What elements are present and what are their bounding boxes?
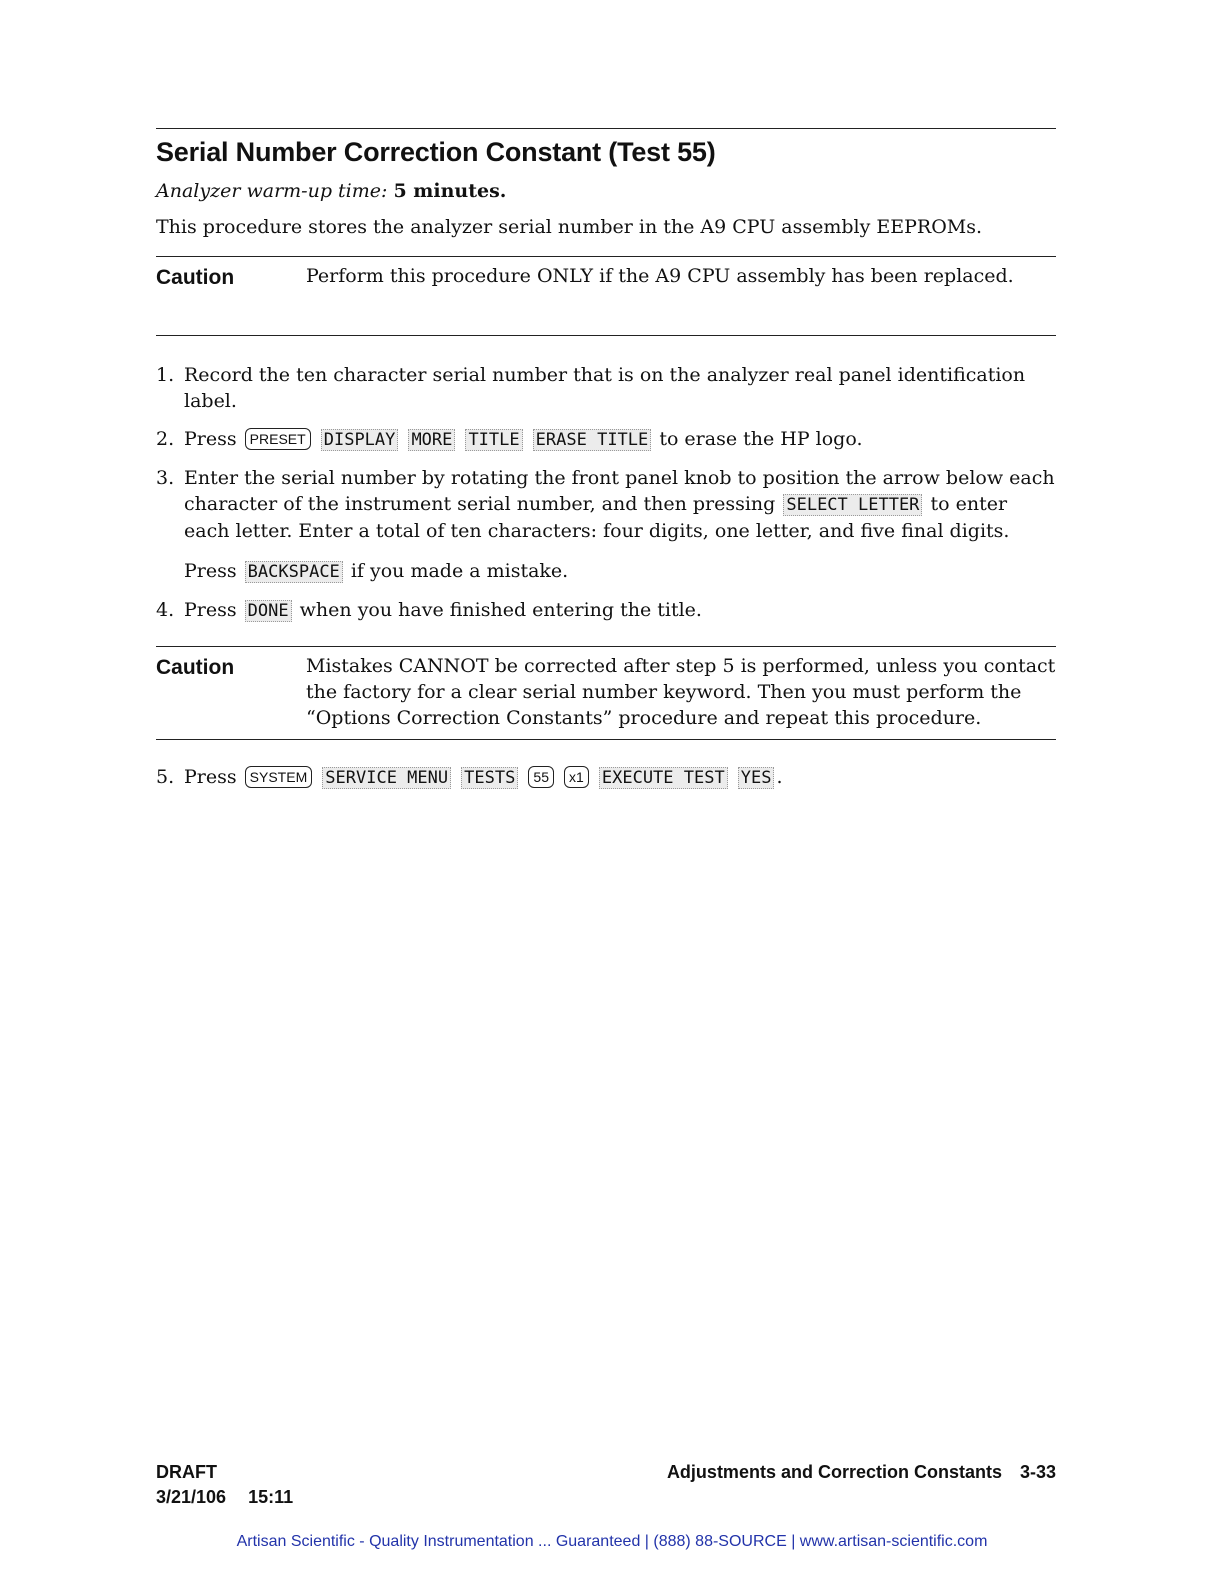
step-tail: . <box>776 766 783 788</box>
step-text-a: Enter the serial number by rotating the front panel knob to position the arrow below each character of the instrument serial number, and then pressing <box>184 467 1055 515</box>
page-number: 3-33 <box>1019 1462 1056 1482</box>
footer-left <box>156 1460 293 1510</box>
key-55: 55 <box>528 766 554 788</box>
footer-right <box>667 1460 1056 1485</box>
display-softkey: DISPLAY <box>321 429 399 451</box>
caution-heading: Caution <box>156 656 235 679</box>
section-name: Adjustments and Correction Constants <box>666 1462 1002 1482</box>
done-softkey: DONE <box>245 600 292 622</box>
caution2-rule-bottom <box>156 739 1056 740</box>
caution-box-1 <box>156 257 1056 335</box>
step-tail: when you have finished entering the title. <box>299 599 702 621</box>
title-softkey: TITLE <box>465 429 522 451</box>
intro-paragraph: This procedure stores the analyzer serial number in the A9 CPU assembly EEPROMs. <box>156 216 983 238</box>
x1-key: x1 <box>564 766 589 788</box>
backspace-softkey: BACKSPACE <box>245 561 343 583</box>
artisan-banner: Artisan Scientific - Quality Instrumentation ... Guaranteed | (888) 88-SOURCE | www.artisan-scientific.com <box>236 1533 988 1550</box>
system-key: SYSTEM <box>245 766 313 788</box>
tests-softkey: TESTS <box>461 767 518 789</box>
caution-rule-bottom <box>156 335 1056 336</box>
step-tail: if you made a mistake. <box>350 560 569 582</box>
warmup-line <box>156 178 1056 204</box>
step-number: 2. <box>156 428 175 450</box>
step-number: 4. <box>156 599 175 621</box>
caution-heading: Caution <box>156 266 235 289</box>
service-menu-softkey: SERVICE MENU <box>322 767 451 789</box>
footer-time: 15:11 <box>248 1487 294 1507</box>
caution-text: Perform this procedure ONLY if the A9 CPU assembly has been replaced. <box>306 265 1014 287</box>
warmup-value: 5 minutes. <box>393 180 507 202</box>
step-5 <box>156 764 1056 791</box>
caution-text: Mistakes CANNOT be corrected after step 5 is performed, unless you contact the factory for a clear serial number keyword. Then you must perform the “Options Correction Constants” procedure and repeat this procedure. <box>306 655 1056 729</box>
footer-date: 3/21/106 <box>156 1487 227 1507</box>
step-number: 1. <box>156 364 175 386</box>
top-rule <box>156 128 1056 129</box>
step-text: Record the ten character serial number that is on the analyzer real panel identification label. <box>184 364 1026 412</box>
step-number: 5. <box>156 766 175 788</box>
procedure-steps-continued <box>156 764 1056 791</box>
yes-softkey: YES <box>738 767 775 789</box>
press-word: Press <box>184 428 237 450</box>
step-text-b: to enter each letter. Enter a total of ten characters: four digits, one letter, and five final digits. <box>184 493 1010 542</box>
procedure-steps <box>156 362 1056 624</box>
page-content <box>156 128 1056 791</box>
erase-title-softkey: ERASE TITLE <box>533 429 652 451</box>
step-4 <box>156 597 1056 624</box>
step-1 <box>156 362 1056 414</box>
step-2 <box>156 426 1056 453</box>
caution-box-2 <box>156 647 1056 739</box>
step-number: 3. <box>156 467 175 489</box>
preset-key: PRESET <box>245 428 311 450</box>
footer-datetime <box>156 1485 293 1510</box>
more-softkey: MORE <box>408 429 455 451</box>
backspace-note <box>184 558 1056 585</box>
press-word: Press <box>184 599 237 621</box>
press-word: Press <box>184 766 237 788</box>
warmup-label: Analyzer warm-up time: <box>156 180 388 202</box>
step-tail: to erase the HP logo. <box>659 428 863 450</box>
execute-test-softkey: EXECUTE TEST <box>599 767 728 789</box>
draft-label: DRAFT <box>156 1462 217 1482</box>
step-3 <box>156 465 1056 585</box>
select-letter-softkey: SELECT LETTER <box>783 494 922 516</box>
press-word: Press <box>184 560 237 582</box>
page-title: Serial Number Correction Constant (Test 55) <box>156 137 716 167</box>
